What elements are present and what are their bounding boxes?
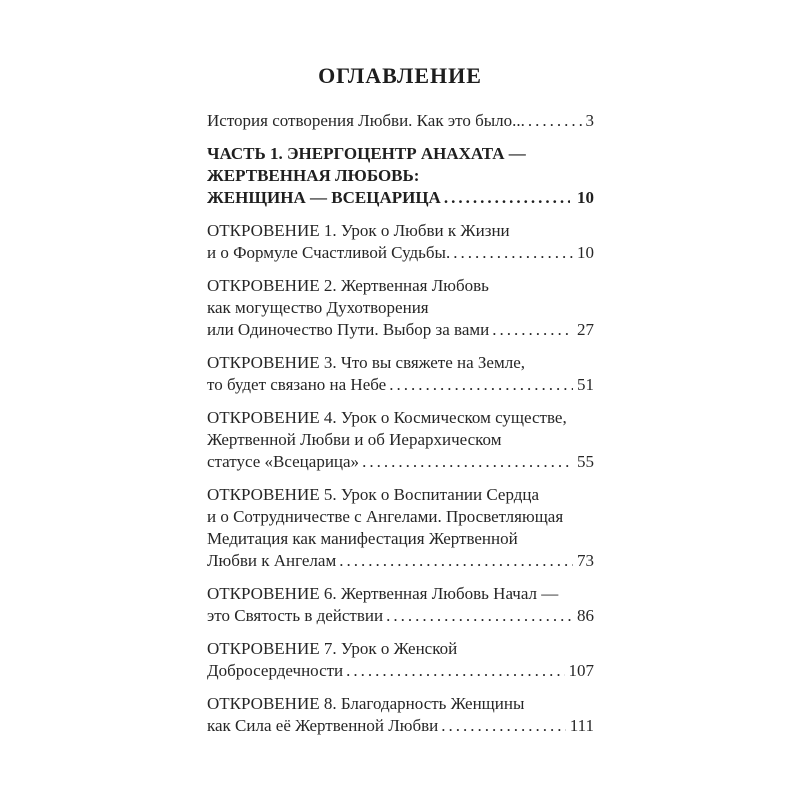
dot-leader <box>528 110 582 132</box>
toc-entry <box>207 275 594 341</box>
toc-line-text: Добросердечности <box>207 661 344 680</box>
page-number: 107 <box>568 661 594 680</box>
toc-entry <box>207 352 594 396</box>
toc-line <box>207 407 594 429</box>
toc-line <box>207 605 594 627</box>
toc-line-text: ОТКРОВЕНИЕ 7. Урок о Женской <box>207 639 458 658</box>
toc-line-text: ОТКРОВЕНИЕ 6. Жертвенная Любовь Начал — <box>207 584 559 603</box>
dot-leader <box>441 715 565 737</box>
toc-line <box>207 715 594 737</box>
toc-entry <box>207 583 594 627</box>
toc-title: ОГЛАВЛЕНИЕ <box>318 63 482 88</box>
toc-line <box>207 187 594 209</box>
toc-line <box>207 319 594 341</box>
toc-line-text: Медитация как манифестация Жертвенной <box>207 529 518 548</box>
toc-line <box>207 528 594 550</box>
toc-line <box>207 506 594 528</box>
dot-leader <box>389 374 573 396</box>
toc-entry <box>207 693 594 737</box>
dot-leader <box>492 319 573 341</box>
toc-line-text: Жертвенной Любви и об Иерархическом <box>207 430 502 449</box>
toc-line-text: это Святость в действии <box>207 606 384 625</box>
toc-entry <box>207 638 594 682</box>
toc-line-text: ЧАСТЬ 1. ЭНЕРГОЦЕНТР АНАХАТА — <box>207 144 526 163</box>
dot-leader <box>444 187 570 209</box>
page-number: 73 <box>577 551 594 570</box>
page-number: 86 <box>577 606 594 625</box>
page-number: 111 <box>569 716 594 735</box>
dot-leader <box>386 605 573 627</box>
toc-line <box>207 550 594 572</box>
toc-entry <box>207 407 594 473</box>
toc-line <box>207 242 594 264</box>
toc-line-text: то будет связано на Небе <box>207 375 387 394</box>
page-number: 51 <box>577 375 594 394</box>
toc-list <box>207 110 594 748</box>
toc-line <box>207 638 594 660</box>
toc-line-text: ОТКРОВЕНИЕ 4. Урок о Космическом существе, <box>207 408 567 427</box>
page-number: 10 <box>577 243 594 262</box>
toc-line <box>207 220 594 242</box>
toc-line-text: статусе «Всецарица» <box>207 452 360 471</box>
toc-line <box>207 143 594 165</box>
toc-line-text: История сотворения Любви. Как это было... <box>207 111 525 130</box>
toc-line-text: Любви к Ангелам <box>207 551 337 570</box>
toc-line-text: ОТКРОВЕНИЕ 2. Жертвенная Любовь <box>207 276 489 295</box>
toc-line-text: ОТКРОВЕНИЕ 5. Урок о Воспитании Сердца <box>207 485 540 504</box>
toc-line-text: как могущество Духотворения <box>207 298 429 317</box>
toc-line-text: или Одиночество Пути. Выбор за вами <box>207 320 490 339</box>
toc-line <box>207 484 594 506</box>
page-number: 3 <box>585 111 594 130</box>
toc-line <box>207 165 594 187</box>
toc-line <box>207 583 594 605</box>
dot-leader <box>339 550 573 572</box>
dot-leader <box>362 451 573 473</box>
toc-line-text: ЖЕРТВЕННАЯ ЛЮБОВЬ: <box>207 166 420 185</box>
toc-line <box>207 429 594 451</box>
toc-line <box>207 693 594 715</box>
toc-part-entry <box>207 143 594 209</box>
toc-line-text: ОТКРОВЕНИЕ 8. Благодарность Женщины <box>207 694 525 713</box>
toc-line <box>207 297 594 319</box>
dot-leader <box>346 660 564 682</box>
toc-line-text: и о Формуле Счастливой Судьбы. <box>207 243 451 262</box>
toc-entry <box>207 110 594 132</box>
toc-line <box>207 275 594 297</box>
page-number: 27 <box>577 320 594 339</box>
toc-entry <box>207 484 594 572</box>
toc-entry <box>207 220 594 264</box>
toc-line <box>207 451 594 473</box>
dot-leader <box>453 242 573 264</box>
page-number: 55 <box>577 452 594 471</box>
toc-line <box>207 660 594 682</box>
toc-line-text: ОТКРОВЕНИЕ 1. Урок о Любви к Жизни <box>207 221 510 240</box>
toc-line <box>207 352 594 374</box>
toc-line-text: ОТКРОВЕНИЕ 3. Что вы свяжете на Земле, <box>207 353 526 372</box>
toc-line-text: и о Сотрудничестве с Ангелами. Просветляющая <box>207 507 564 526</box>
toc-line <box>207 110 594 132</box>
page-number: 10 <box>577 188 594 207</box>
toc-line-text: как Сила её Жертвенной Любви <box>207 716 439 735</box>
toc-line <box>207 374 594 396</box>
toc-line-text: ЖЕНЩИНА — ВСЕЦАРИЦА <box>207 188 441 207</box>
